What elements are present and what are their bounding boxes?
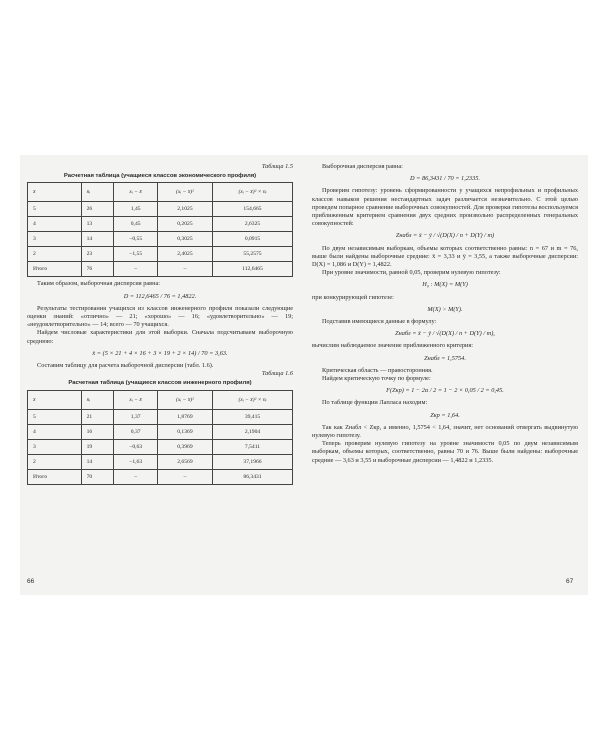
formula-alt-hypothesis: M(X) > M(Y). <box>427 305 463 313</box>
table-cell: 19 <box>81 439 114 454</box>
table-cell: 55,2575 <box>213 247 293 262</box>
table-cell: 0,1369 <box>157 424 212 439</box>
header-cell: nᵢ <box>81 183 114 202</box>
table-cell: 0,2025 <box>157 217 212 232</box>
paragraph: Проверим гипотезу: уровень сформированности у учащихся непрофильных и профильных классов навыков решения нестандартных задач различается незначительно. С этой целью проведем попарное сравнение выборочных совокупностей. Для проверки гипотезы воспользуемся приближенным критерием сравнения двух средних произвольно распределенных генеральных совокупностей: <box>312 187 578 228</box>
table-row <box>28 202 293 217</box>
table-cell: 5 <box>28 409 82 424</box>
table-cell: 4 <box>28 217 82 232</box>
table-cell: 4 <box>28 424 82 439</box>
table-cell: 112,6465 <box>213 262 293 277</box>
table-1-5-caption: Таблица 1.5 <box>261 163 293 170</box>
header-cell: nᵢ <box>81 390 114 409</box>
table-1-5 <box>27 182 293 277</box>
table-row <box>28 262 293 277</box>
header-cell: (xᵢ − x̄)² <box>157 183 212 202</box>
table-cell: 0,45 <box>114 217 157 232</box>
table-1-6-caption: Таблица 1.6 <box>261 370 293 378</box>
header-cell: x̄ <box>28 390 82 409</box>
table-cell: −0,63 <box>114 439 157 454</box>
table-cell: 76 <box>81 262 114 277</box>
table-cell: 154,665 <box>213 202 293 217</box>
paragraph: при конкурирующей гипотезе: <box>312 293 394 301</box>
table-row <box>28 424 293 439</box>
paragraph: Найдем критическую точку по формуле: <box>322 375 431 383</box>
paragraph: Составим таблицу для расчета выборочной дисперсии (табл. 1.6). <box>37 362 214 370</box>
table-cell: 2,6569 <box>157 454 212 469</box>
table-cell: 3 <box>28 232 82 247</box>
formula-observed: Zнабл = 1,5754. <box>424 354 466 362</box>
paragraph: Результаты тестирования учащихся из классов инженерного профиля показали следующие оценки знаний: «отлично» — 21; «хорошо» — 16; «удовлетворительно» — 19; «неудовлетворительно» — 14; всего — 70 учащихся. <box>27 304 293 329</box>
formula-critical-point: F(Zкр) = 1 − 2α / 2 = 1 − 2 × 0,05 / 2 = 0,45. <box>386 387 504 395</box>
paragraph: Таким образом, выборочная дисперсия равна: <box>37 280 161 288</box>
formula-criterion: Zнабл = x̄ − ȳ / √(D(X) / n + D(Y) / m) <box>395 232 495 240</box>
table-row <box>28 469 293 484</box>
table-1-5-title: Расчетная таблица (учащиеся классов экономического профиля) <box>63 173 257 180</box>
table-row <box>28 217 293 232</box>
table-cell: 2 <box>28 247 82 262</box>
table-1-6 <box>27 390 293 485</box>
table-cell: Итого <box>28 469 82 484</box>
table-row <box>28 232 293 247</box>
paragraph: По таблице функции Лапласа находим: <box>322 399 428 407</box>
header-cell: xᵢ − x̄ <box>114 183 157 202</box>
paragraph: Найдем числовые характеристики для этой выборки. Сначала подсчитываем выборочную среднюю: <box>27 329 293 345</box>
table-cell: 21 <box>81 409 114 424</box>
table-cell: 2,4025 <box>157 247 212 262</box>
table-cell: 14 <box>81 454 114 469</box>
table-cell: 16 <box>81 424 114 439</box>
table-cell: 2,1904 <box>213 424 293 439</box>
formula-null-hypothesis: H₀ : M(X) = M(Y) <box>422 281 468 289</box>
table-row <box>28 454 293 469</box>
paragraph: По двум независимым выборкам, объемы которых соответственно равны: n = 67 и m = 76, выше были найдены выборочные средние: x̄ = 3,33 и ȳ = 3,55, а также выборочные дисперсии: D(X) = 1,086 и D(Y) = 1,4822. <box>312 244 578 269</box>
paragraph: Выборочная дисперсия равна: <box>322 163 403 170</box>
table-cell: 2,1025 <box>157 202 212 217</box>
table-cell: – <box>114 469 157 484</box>
table-cell: 70 <box>81 469 114 484</box>
left-page <box>27 163 293 488</box>
table-header-row <box>28 390 293 409</box>
right-page <box>312 163 578 465</box>
table-cell: 26 <box>81 202 114 217</box>
paragraph: Подставив имеющиеся данные в формулу: <box>322 318 437 326</box>
table-cell: −1,63 <box>114 454 157 469</box>
table-cell: 0,3969 <box>157 439 212 454</box>
table-cell: – <box>157 469 212 484</box>
paragraph: Так как Zнабл < Zкр, а именно, 1,5754 < 1,64, значит, нет оснований отвергать выдвинутую нулевую гипотезу. <box>312 423 578 440</box>
table-cell: −0,55 <box>114 232 157 247</box>
table-cell: 0,37 <box>114 424 157 439</box>
table-cell: 86,3431 <box>213 469 293 484</box>
table-cell: 0,0915 <box>213 232 293 247</box>
formula-variance: D = 112,6465 / 76 = 1,4822. <box>123 292 197 300</box>
table-cell: 37,1966 <box>213 454 293 469</box>
paragraph: Критическая область — правосторонняя. <box>322 366 433 374</box>
header-cell: xᵢ − x̄ <box>114 390 157 409</box>
header-cell: (xᵢ − x̄)² <box>157 390 212 409</box>
table-cell: 7,5411 <box>213 439 293 454</box>
table-cell: 2,6325 <box>213 217 293 232</box>
table-cell: 3 <box>28 439 82 454</box>
table-cell: 1,37 <box>114 409 157 424</box>
paragraph: При уровне значимости, равной 0,05, проверим нулевую гипотезу: <box>322 269 501 277</box>
page-number-left: 66 <box>27 578 35 585</box>
header-cell: (xᵢ − x̄)² × nᵢ <box>213 390 293 409</box>
header-cell: x̄ <box>28 183 82 202</box>
table-row <box>28 247 293 262</box>
table-cell: 1,45 <box>114 202 157 217</box>
table-cell: 14 <box>81 232 114 247</box>
table-row <box>28 409 293 424</box>
table-1-6-title: Расчетная таблица (учащиеся классов инженерного профиля) <box>68 380 252 387</box>
formula-mean: x̄ = (5 × 21 + 4 × 16 + 3 × 19 + 2 × 14) / 70 = 3,63. <box>92 349 228 357</box>
formula-critical-value: Zкр = 1,64. <box>430 411 460 419</box>
table-cell: 23 <box>81 247 114 262</box>
table-cell: 1,8769 <box>157 409 212 424</box>
table-cell: 39,415 <box>213 409 293 424</box>
paragraph: Теперь проверим нулевую гипотезу на уровне значимости 0,05 по двум независимым выборкам, объемы которых, соответственно, равны 70 и 76. Выше были найдены: выборочные средние — 3,63 и 3,55 и выборочные дисперсии — 1,4822 и 1,2335. <box>312 440 578 464</box>
table-cell: – <box>157 262 212 277</box>
formula-variance: D = 86,3431 / 70 = 1,2335. <box>410 175 480 183</box>
table-cell: Итого <box>28 262 82 277</box>
table-cell: 5 <box>28 202 82 217</box>
table-header-row <box>28 183 293 202</box>
table-row <box>28 439 293 454</box>
table-cell: 0,3025 <box>157 232 212 247</box>
header-cell: (xᵢ − x̄)² × nᵢ <box>213 183 293 202</box>
page-number-right: 67 <box>566 578 574 585</box>
table-cell: – <box>114 262 157 277</box>
formula-substitution: Zнабл = x̄ − ȳ / √(D(X) / n + D(Y) / m), <box>395 330 495 338</box>
table-cell: 2 <box>28 454 82 469</box>
table-cell: −1,55 <box>114 247 157 262</box>
table-cell: 13 <box>81 217 114 232</box>
paragraph: вычислим наблюдаемое значение приближенного критерия: <box>312 342 474 350</box>
